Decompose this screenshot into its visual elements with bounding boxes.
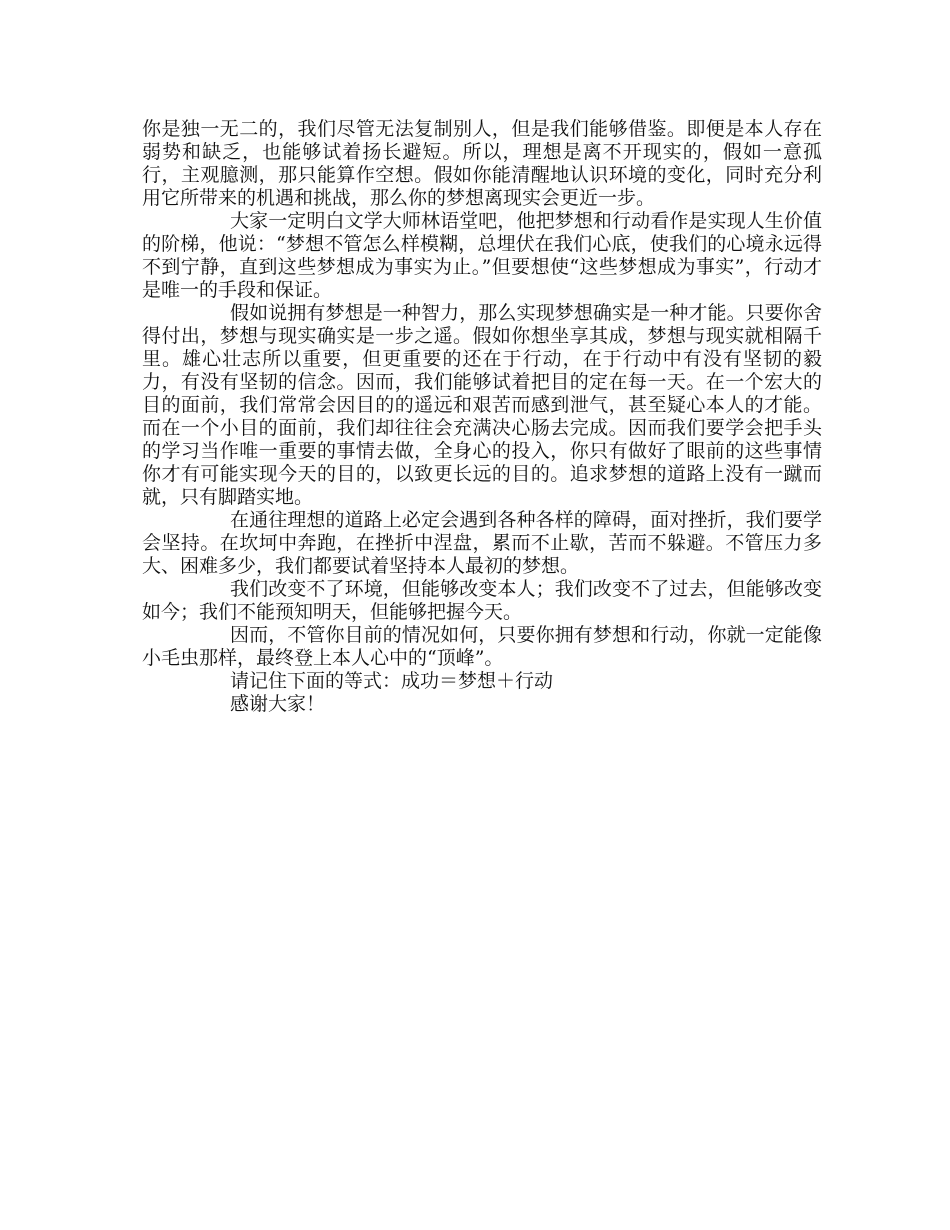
- document-body: [142, 118, 822, 716]
- paragraph-1: 你是独一无二的，我们尽管无法复制别人，但是我们能够借鉴。即便是本人存在弱势和缺乏，也能够试着扬长避短。所以，理想是离不开现实的，假如一意孤行，主观臆测，那只能算作空想。假如你能清醒地认识环境的变化，同时充分利用它所带来的机遇和挑战，那么你的梦想离现实会更近一步。: [142, 118, 822, 209]
- paragraph-4: 在通往理想的道路上必定会遇到各种各样的障碍，面对挫折，我们要学会坚持。在坎坷中奔跑，在挫折中涅盘，累而不止歇，苦而不躲避。不管压力多大、困难多少，我们都要试着坚持本人最初的梦想。: [142, 509, 822, 577]
- formula-line: 请记住下面的等式：成功＝梦想＋行动: [230, 670, 554, 692]
- paragraph-3: 假如说拥有梦想是一种智力，那么实现梦想确实是一种才能。只要你舍得付出，梦想与现实确实是一步之遥。假如你想坐享其成，梦想与现实就相隔千里。雄心壮志所以重要，但更重要的还在于行动，在于行动中有没有坚韧的毅力，有没有坚韧的信念。因而，我们能够试着把目的定在每一天。在一个宏大的目的面前，我们常常会因目的的遥远和艰苦而感到泄气，甚至疑心本人的才能。而在一个小目的面前，我们却往往会充满决心肠去完成。因而我们要学会把手头的学习当作唯一重要的事情去做，全身心的投入，你只有做好了眼前的这些事情你才有可能实现今天的目的，以致更长远的目的。追求梦想的道路上没有一蹴而就，只有脚踏实地。: [142, 302, 822, 508]
- paragraph-2: 大家一定明白文学大师林语堂吧，他把梦想和行动看作是实现人生价值的阶梯，他说：“梦想不管怎么样模糊，总埋伏在我们心底，使我们的心境永远得不到宁静，直到这些梦想成为事实为止。”但要想使“这些梦想成为事实”，行动才是唯一的手段和保证。: [142, 210, 822, 301]
- closing-line: 感谢大家！: [230, 693, 326, 715]
- paragraph-6: 因而，不管你目前的情况如何，只要你拥有梦想和行动，你就一定能像小毛虫那样，最终登上本人心中的“顶峰”。: [142, 624, 822, 669]
- paragraph-5: 我们改变不了环境，但能够改变本人；我们改变不了过去，但能够改变如今；我们不能预知明天，但能够把握今天。: [142, 578, 822, 623]
